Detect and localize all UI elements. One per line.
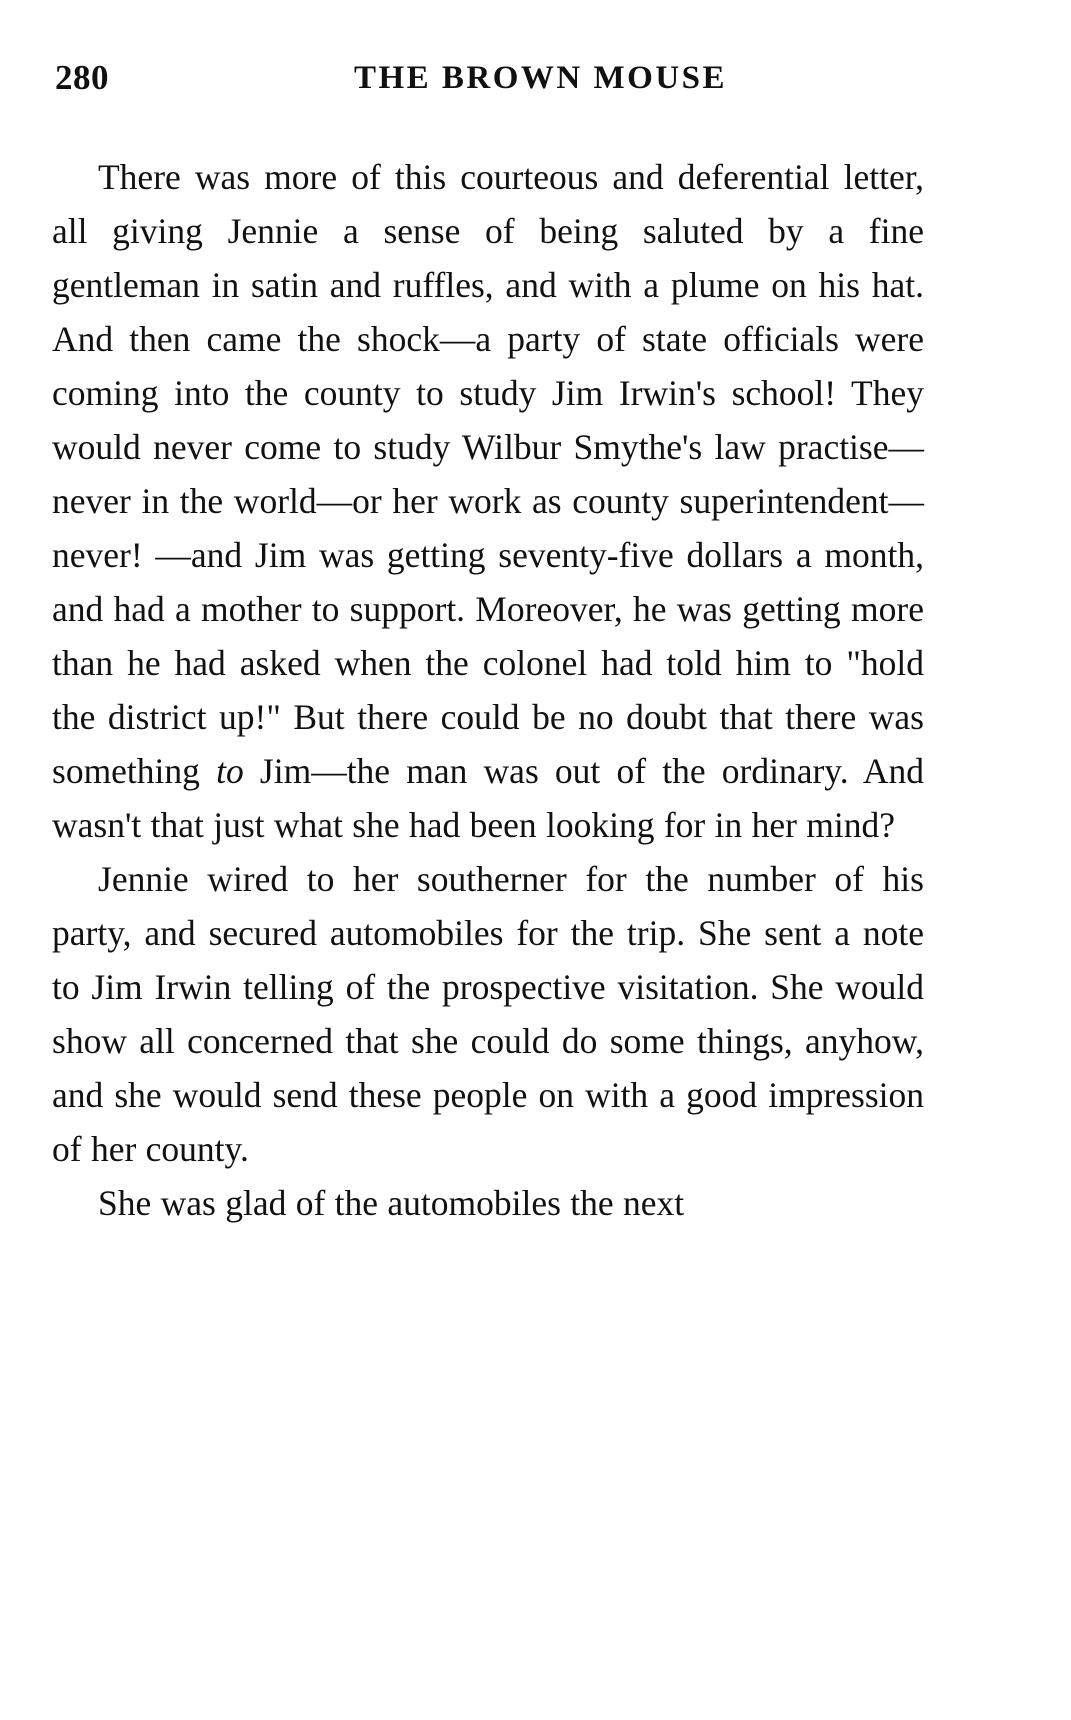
paragraph-1-text: There was more of this courteous and deferential letter, all giving Jennie a sense of being saluted by a fine gentleman in satin and ruffles, and with a plume on his hat. And then came the shock—a party of state officials were coming into the county to study Jim Irwin's school! They would never come to study Wilbur Smythe's law practise—never in the world—or her work as county superintendent—never! —and Jim was getting seventy-five dollars a month, and had a mother to support. Moreover, he was getting more than he had asked when the colonel had told him to "hold the district up!" But there could be no doubt that there was something (52, 157, 924, 791)
emphasis-word: to (216, 751, 244, 791)
page-header (55, 58, 1016, 108)
paragraph-2: Jennie wired to her southerner for the number of his party, and secured automobiles for the trip. She sent a note to Jim Irwin telling of the prospective visitation. She would show all concerned that she could do some things, anyhow, and she would send these people on with a good impression of her county. (52, 859, 924, 1169)
running-title: THE BROWN MOUSE (353, 60, 728, 96)
page-number: 280 (55, 58, 109, 97)
paragraph-1 (52, 150, 924, 852)
paragraph-1-text-continued: Jim—the man was out of the ordinary. And wasn't that just what she had been looking for in her mind? (52, 751, 924, 845)
paragraph-3: She was glad of the automobiles the next (98, 1183, 685, 1223)
page-body (52, 150, 924, 1230)
